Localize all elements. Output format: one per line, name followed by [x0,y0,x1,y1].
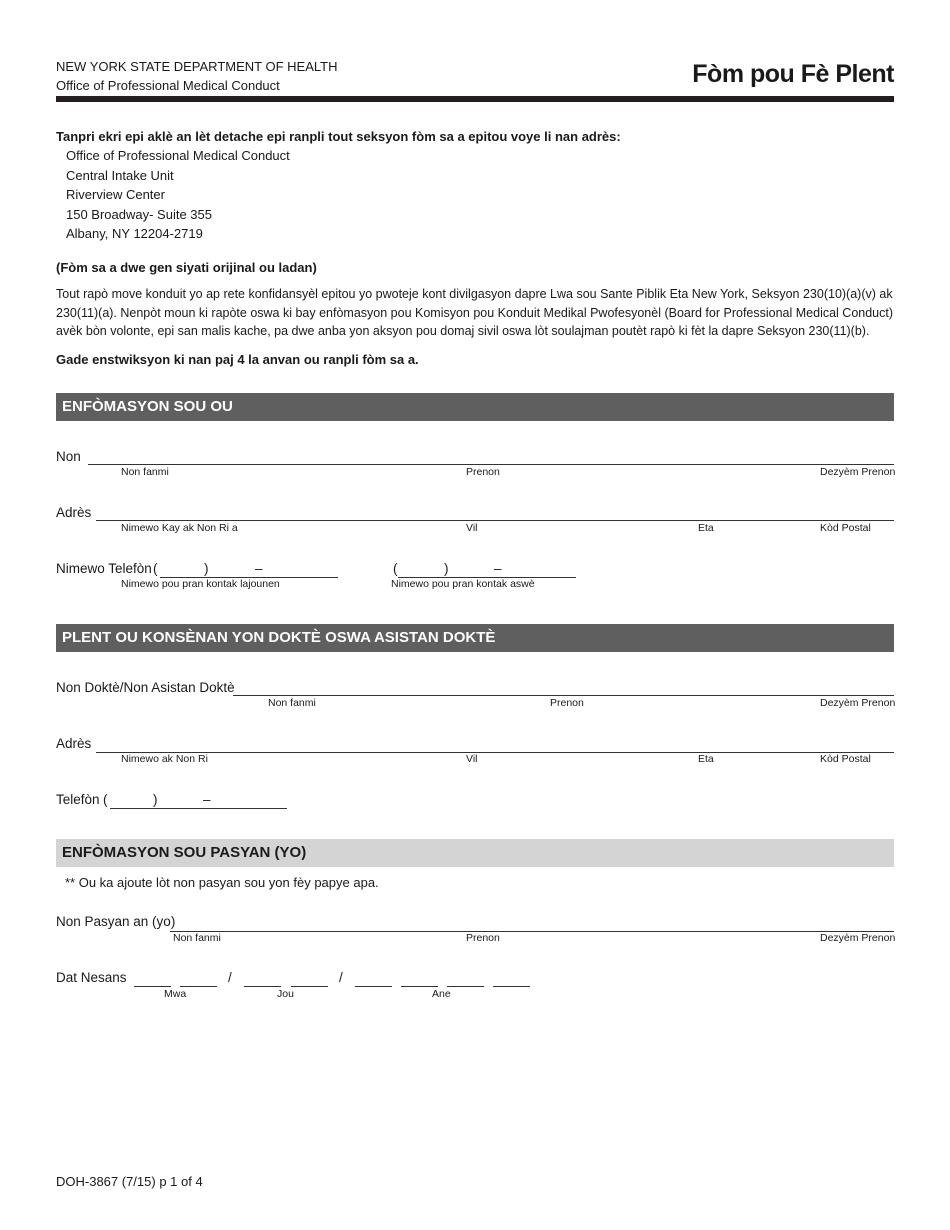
confidentiality-paragraph: Tout rapò move konduit yo ap rete konfidansyèl epitou yo pwoteje kont divilgasyon dapre Lwa sou Sante Piblik Eta New York, Seksyon 230(10)(a)(v) ak 230(11)(a). Nenpòt moun ki rapòte oswa ki bay enfòmasyon pou Komisyon pou Konduit Medikal Pwofesyonèl (Board for Professional Medical Conduct) avèk bòn volonte, epi san malis kache, pa dwe anba yon aksyon pou domaj sivil oswa lòt soulajman poutèt rapò ki fèt la dapre Seksyon 230(11)(b). [56,287,894,338]
dob-day-digit-2[interactable] [291,986,328,987]
dob-month-digit-1[interactable] [134,986,171,987]
phone-dash: – [494,561,502,576]
middle-name-caption: Dezyèm Prenon [820,466,896,478]
last-name-caption: Non fanmi [173,932,221,944]
middle-name-caption: Dezyèm Prenon [820,697,896,709]
signature-note: (Fòm sa a dwe gen siyati orijinal ou ladan) [56,260,317,275]
state-caption: Eta [698,753,714,765]
dob-day-digit-1[interactable] [244,986,281,987]
your-name-field[interactable] [88,464,894,465]
address-label: Adrès [56,505,92,520]
see-instructions-note: Gade enstwiksyon ki nan paj 4 la anvan ou ranpli fòm sa a. [56,352,419,367]
phone-dash: – [255,561,263,576]
your-address-field[interactable] [96,520,894,521]
area-code-open-paren: ( [393,561,398,576]
address-line: 150 Broadway- Suite 355 [66,206,212,222]
name-label: Non [56,449,81,464]
last-name-caption: Non fanmi [121,466,169,478]
area-code-close-paren: ) [444,561,449,576]
doctor-name-label: Non Doktè/Non Asistan Doktè [56,680,235,695]
patient-name-field[interactable] [170,931,894,932]
middle-name-caption: Dezyèm Prenon [820,932,896,944]
day-caption: Jou [277,988,294,1000]
city-caption: Vil [466,753,478,765]
doctor-phone-label: Telefòn [56,792,100,807]
area-code-open-paren: ( [103,792,108,807]
office-name: Office of Professional Medical Conduct [56,78,280,93]
phone-label: Nimewo Telefòn [56,561,152,576]
dob-year-digit-1[interactable] [355,986,392,987]
date-separator: / [228,970,232,985]
patient-note: ** Ou ka ajoute lòt non pasyan sou yon fèy papye apa. [65,875,379,890]
section-header-doctor: PLENT OU KONSÈNAN YON DOKTÈ OSWA ASISTAN DOKTÈ [56,624,894,652]
section-header-your-info: ENFÒMASYON SOU OU [56,393,894,421]
area-code-open-paren: ( [153,561,158,576]
header-rule [56,96,894,102]
area-code-close-paren: ) [153,792,158,807]
doctor-address-label: Adrès [56,736,92,751]
state-caption: Eta [698,522,714,534]
doctor-address-field[interactable] [96,752,894,753]
zip-caption: Kòd Postal [820,522,871,534]
agency-name: NEW YORK STATE DEPARTMENT OF HEALTH [56,59,338,74]
month-caption: Mwa [164,988,187,1000]
doctor-phone-field[interactable] [110,808,287,809]
dob-year-digit-3[interactable] [447,986,484,987]
address-line: Riverview Center [66,187,165,202]
first-name-caption: Prenon [466,466,500,478]
dob-year-digit-2[interactable] [401,986,438,987]
section-header-patient: ENFÒMASYON SOU PASYAN (YO) [56,839,894,867]
address-line: Office of Professional Medical Conduct [66,148,290,163]
year-caption: Ane [432,988,451,1000]
street-caption: Nimewo ak Non Ri [121,753,208,765]
doctor-name-field[interactable] [233,695,894,696]
street-caption: Nimewo Kay ak Non Ri a [121,522,238,534]
zip-caption: Kòd Postal [820,753,871,765]
city-caption: Vil [466,522,478,534]
agency-header [56,57,337,95]
last-name-caption: Non fanmi [268,697,316,709]
evening-phone-caption: Nimewo pou pran kontak aswè [391,578,535,590]
first-name-caption: Prenon [466,932,500,944]
date-separator: / [339,970,343,985]
mailing-address [66,146,290,244]
address-line: Central Intake Unit [66,167,174,183]
form-title: Fòm pou Fè Plent [692,60,894,88]
phone-dash: – [203,792,211,807]
area-code-close-paren: ) [204,561,209,576]
dob-month-digit-2[interactable] [180,986,217,987]
dob-year-digit-4[interactable] [493,986,530,987]
mailing-instructions: Tanpri ekri epi aklè an lèt detache epi ranpli tout seksyon fòm sa a epitou voye li nan adrès: [56,129,621,144]
dob-label: Dat Nesans [56,970,127,985]
address-line: Albany, NY 12204-2719 [66,226,203,241]
patient-name-label: Non Pasyan an (yo) [56,914,176,929]
first-name-caption: Prenon [550,697,584,709]
form-code: DOH-3867 (7/15) p 1 of 4 [56,1174,203,1189]
day-phone-caption: Nimewo pou pran kontak lajounen [121,578,280,590]
